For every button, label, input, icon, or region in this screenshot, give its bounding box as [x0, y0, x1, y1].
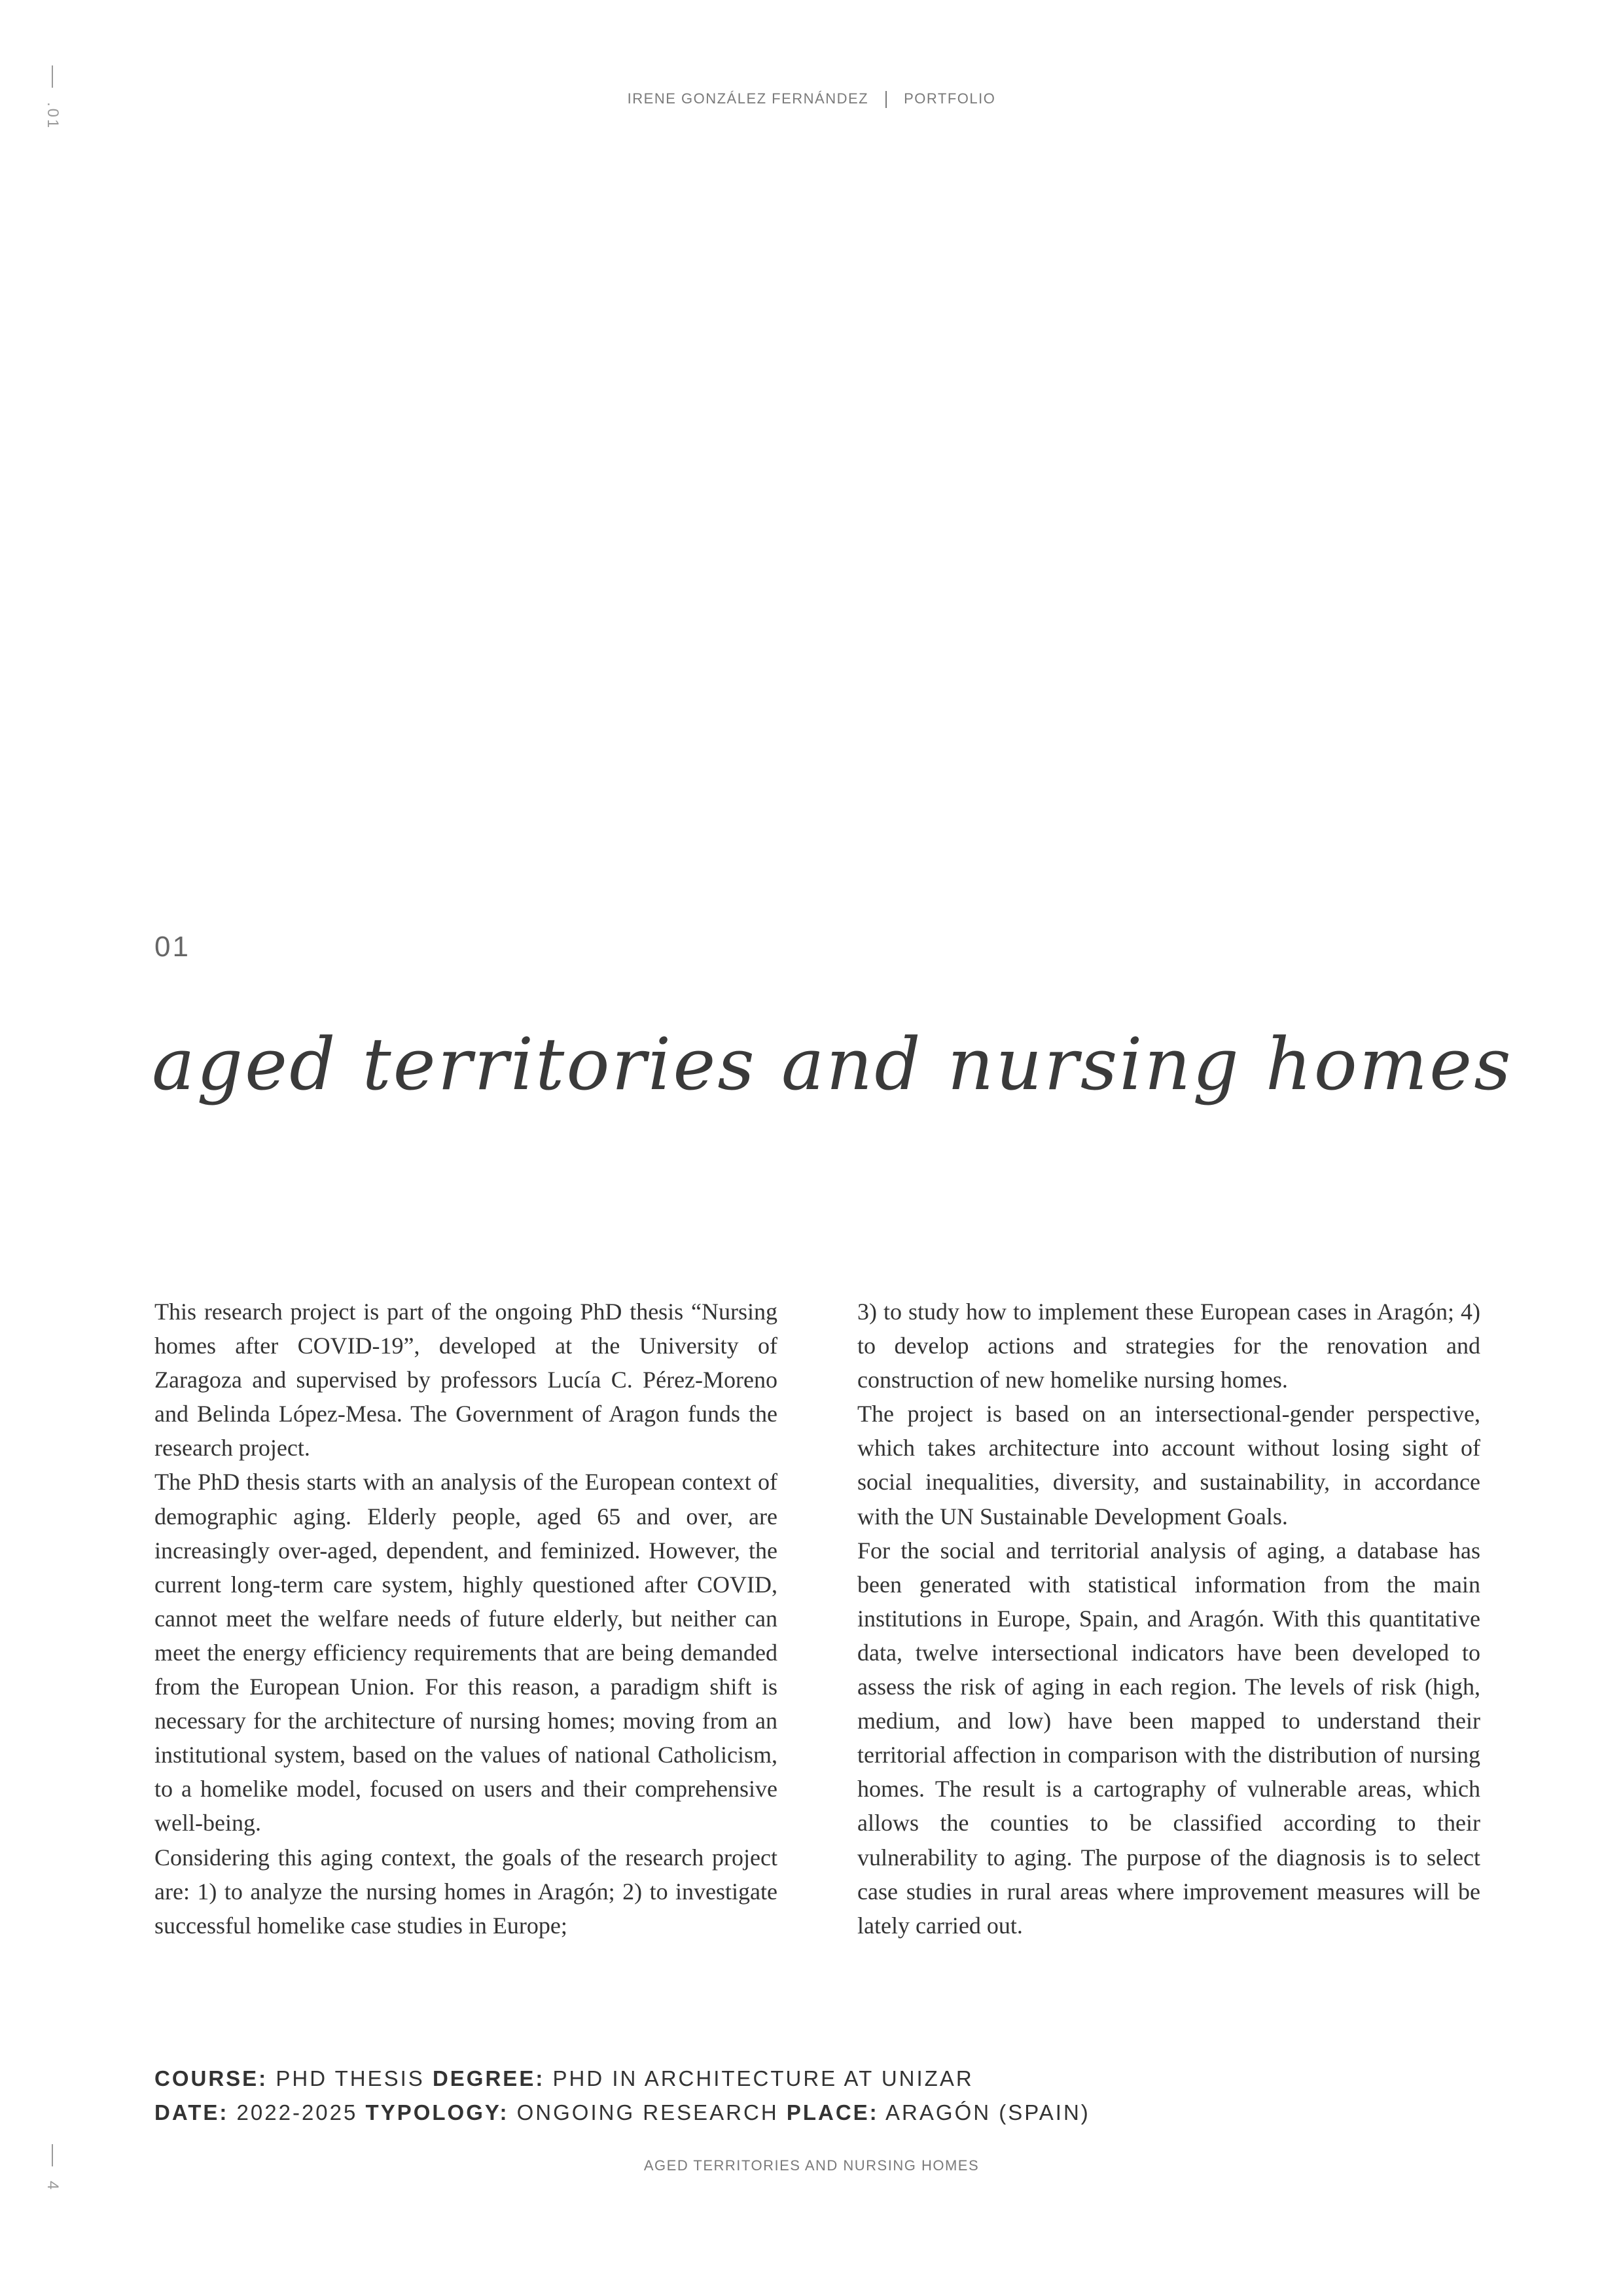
degree-value: PHD IN ARCHITECTURE AT UNIZAR	[552, 2066, 974, 2090]
body-paragraph: This research project is part of the ongoing PhD thesis “Nursing homes after COVID-19”, developed at the University of Zaragoza and supervised by professors Lucía C. Pérez-Moreno and Belinda López-Mesa. The Government of Aragon funds the research project.	[154, 1299, 777, 1462]
typology-value: ONGOING RESEARCH	[516, 2100, 779, 2125]
course-value: PHD THESIS	[276, 2066, 425, 2090]
project-details-line-1	[154, 2062, 1090, 2096]
degree-label: DEGREE:	[432, 2066, 545, 2090]
place-value: ARAGÓN (SPAIN)	[885, 2100, 1090, 2125]
running-footer	[0, 2157, 1623, 2174]
page-number: 4	[44, 2181, 62, 2192]
side-section-number: .01	[44, 102, 62, 130]
body-paragraph: The PhD thesis starts with an analysis of the European context of demographic aging. Elderly people, aged 65 and over, are increasingly over-aged, dependent, and feminized. However, the current long-term care system, highly questioned after COVID, cannot meet the welfare needs of future elderly, but neither can meet the energy efficiency requirements that are being demanded from the European Union. For this reason, a paradigm shift is necessary for the architecture of nursing homes; moving from an institutional system, based on the values of national Catholicism, to a homelike model, focused on users and their comprehensive well-being.	[154, 1469, 777, 1837]
running-header	[0, 90, 1623, 108]
body-column-right	[857, 1295, 1480, 1943]
body-paragraph: Considering this aging context, the goals of the research project are: 1) to analyze the nursing homes in Aragón; 2) to investigate successful homelike case studies in Europe;	[154, 1844, 777, 1939]
body-paragraph: 3) to study how to implement these European cases in Aragón; 4) to develop actions and strategies for the renovation and construction of new homelike nursing homes.	[857, 1299, 1480, 1393]
footer-title: AGED TERRITORIES AND NURSING HOMES	[643, 2157, 980, 2174]
header-section: PORTFOLIO	[904, 90, 996, 107]
page-title: aged territories and nursing homes	[152, 1022, 1513, 1106]
header-separator	[885, 91, 887, 108]
typology-label: TYPOLOGY:	[365, 2100, 509, 2125]
header-author: IRENE GONZÁLEZ FERNÁNDEZ	[627, 90, 869, 107]
body-paragraph: For the social and territorial analysis of aging, a database has been generated with statistical information from the main institutions in Europe, Spain, and Aragón. With this quantitative data, twelve intersectional indicators have been developed to assess the risk of aging in each region. The levels of risk (high, medium, and low) have been mapped to understand their territorial affection in comparison with the distribution of nursing homes. The result is a cartography of vulnerable areas, which allows the counties to be classified according to their vulnerability to aging. The purpose of the diagnosis is to select case studies in rural areas where improvement measures will be lately carried out.	[857, 1537, 1480, 1939]
side-marker-tick	[52, 65, 53, 88]
date-label: DATE:	[154, 2100, 229, 2125]
course-label: COURSE:	[154, 2066, 268, 2090]
body-paragraph: The project is based on an intersectional-gender perspective, which takes architecture into account without losing sight of social inequalities, diversity, and sustainability, in accordance with the UN Sustainable Development Goals.	[857, 1401, 1480, 1530]
project-details	[154, 2062, 1090, 2130]
place-label: PLACE:	[786, 2100, 879, 2125]
date-value: 2022-2025	[236, 2100, 358, 2125]
project-details-line-2	[154, 2096, 1090, 2130]
section-number: 01	[154, 931, 190, 963]
body-column-left	[154, 1295, 777, 1943]
